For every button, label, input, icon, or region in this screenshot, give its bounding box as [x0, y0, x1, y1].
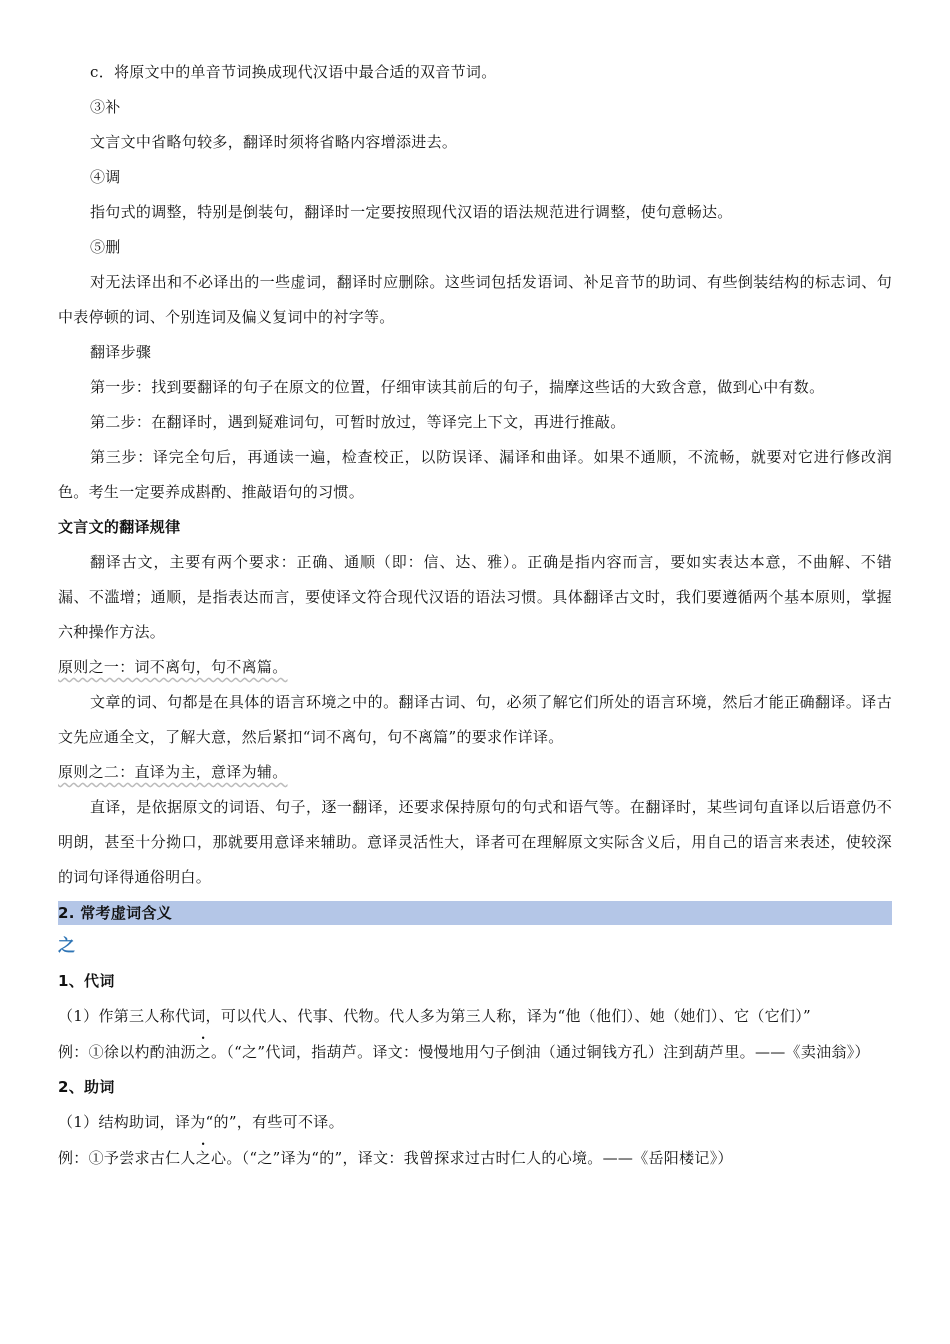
document-page	[58, 55, 892, 1176]
principle-2-title	[58, 755, 892, 790]
method-tiao: 指句式的调整，特别是倒装句，翻译时一定要按照现代汉语的语法规范进行调整，使句意畅达。	[90, 203, 733, 221]
particle-desc: （1）结构助词，译为“的”，有些可不译。	[58, 1113, 344, 1131]
example-part: 心。（“之”译为“的”，译文：我曾探求过古时仁人的心境。——《岳阳楼记》）	[211, 1149, 733, 1167]
steps-title: 翻译步骤	[90, 343, 152, 361]
particle-heading: 2、助词	[58, 1078, 115, 1096]
section-banner: 2. 常考虚词含义	[58, 901, 892, 925]
method-tiao-title: ④调	[90, 168, 121, 186]
principle-2-body: 直译，是依据原文的词语、句子，逐一翻译，还要求保持原句的句式和语气等。在翻译时，某些词句直译以后语意仍不明朗，甚至十分拗口，那就要用意译来辅助。意译灵活性大，译者可在理解原文实际含义后，用自己的语言来表述，使较深的词句译得通俗明白。	[58, 798, 892, 886]
pronoun-heading: 1、代词	[58, 972, 115, 990]
emphasized-word: 之	[195, 1043, 212, 1061]
principle-1-text: 原则之一：词不离句，句不离篇。	[58, 658, 288, 676]
pronoun-desc: （1）作第三人称代词，可以代人、代事、代物。代人多为第三人称，译为“他（他们）、她（她们）、它（它们）”	[58, 1007, 811, 1025]
pronoun-example	[58, 1034, 892, 1070]
emphasized-word: 之	[195, 1149, 212, 1167]
rules-heading: 文言文的翻译规律	[58, 518, 181, 536]
particle-example	[58, 1140, 892, 1176]
method-shan: 对无法译出和不必译出的一些虚词，翻译时应删除。这些词包括发语词、补足音节的助词、有些倒装结构的标志词、句中表停顿的词、个别连词及偏义复词中的衬字等。	[58, 273, 892, 326]
method-shan-title: ⑤删	[90, 238, 121, 256]
principle-1-title	[58, 650, 892, 685]
method-bu: 文言文中省略句较多，翻译时须将省略内容增添进去。	[90, 133, 458, 151]
principle-1-body: 文章的词、句都是在具体的语言环境之中的。翻译古词、句，必须了解它们所处的语言环境，然后才能正确翻译。译古文先应通全文，了解大意，然后紧扣“词不离句，句不离篇”的要求作详译。	[58, 693, 892, 746]
step-3: 第三步：译完全句后，再通读一遍，检查校正，以防误译、漏译和曲译。如果不通顺，不流畅，就要对它进行修改润色。考生一定要养成斟酌、推敲语句的习惯。	[58, 448, 892, 501]
method-bu-title: ③补	[90, 98, 121, 116]
word-heading: 之	[58, 936, 76, 956]
method-c: c．将原文中的单音节词换成现代汉语中最合适的双音节词。	[90, 63, 497, 81]
example-part: 例：①予尝求古仁人	[58, 1149, 196, 1167]
step-2: 第二步：在翻译时，遇到疑难词句，可暂时放过，等译完上下文，再进行推敲。	[90, 413, 626, 431]
step-1: 第一步：找到要翻译的句子在原文的位置，仔细审读其前后的句子，揣摩这些话的大致含意，做到心中有数。	[90, 378, 825, 396]
example-part: 例：①徐以杓酌油沥	[58, 1043, 196, 1061]
principle-2-text: 原则之二：直译为主，意译为辅。	[58, 763, 288, 781]
example-part: 。（“之”代词，指葫芦。译文：慢慢地用勺子倒油（通过铜钱方孔）注到葫芦里。——《卖油翁》）	[211, 1043, 870, 1061]
rules-intro: 翻译古文，主要有两个要求：正确、通顺（即：信、达、雅）。正确是指内容而言，要如实表达本意，不曲解、不错漏、不滥增；通顺，是指表达而言，要使译文符合现代汉语的语法习惯。具体翻译古文时，我们要遵循两个基本原则，掌握六种操作方法。	[58, 553, 892, 641]
